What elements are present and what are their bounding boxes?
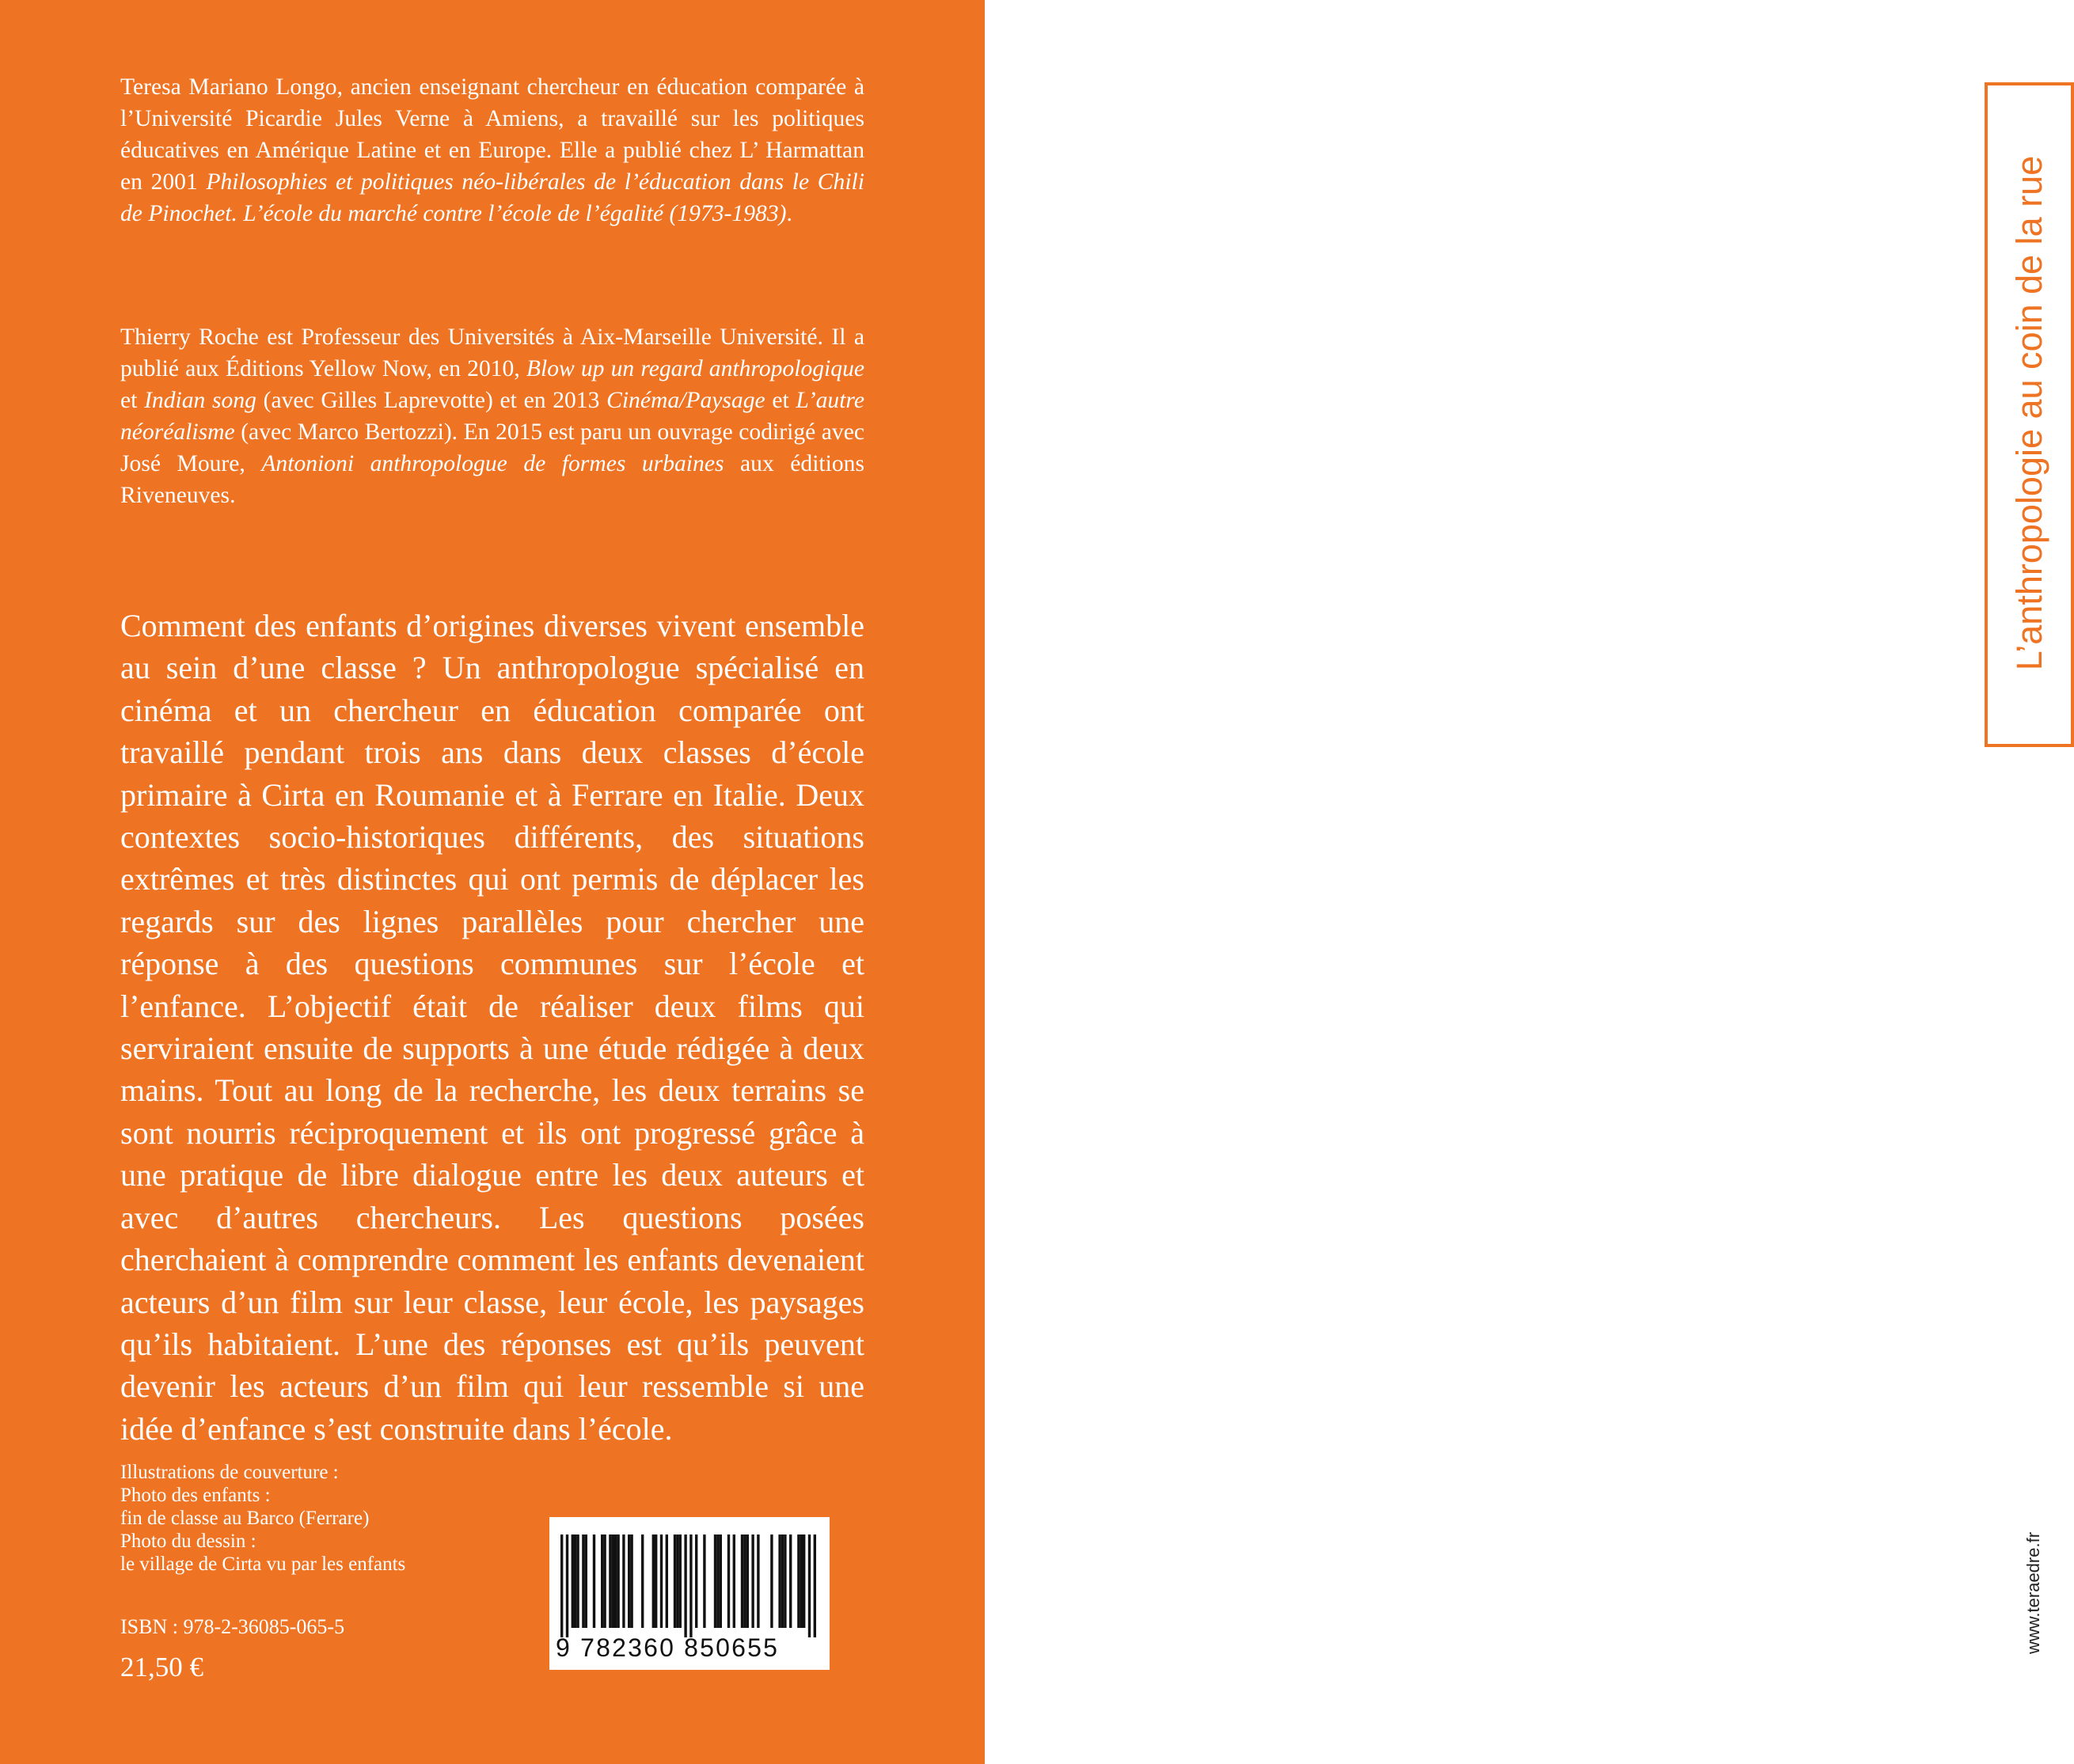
book-title-italic: L’autre néoréalisme [120,388,864,445]
barcode-bar [751,1534,754,1628]
barcode [549,1517,830,1670]
barcode-digits: 9 782360 850655 [556,1633,780,1662]
barcode-bar [622,1534,625,1628]
barcode-bar [560,1534,563,1637]
barcode-bar [797,1534,800,1628]
bio-text: et [765,388,796,413]
barcode-bar [784,1534,786,1628]
barcode-bar [808,1534,811,1637]
barcode-bar [695,1534,697,1628]
barcode-bar [593,1534,595,1628]
barcode-bar [641,1534,644,1628]
barcode-bar [676,1534,678,1628]
isbn-number: ISBN : 978-2-36085-065-5 [120,1615,345,1638]
barcode-bar [689,1534,692,1637]
barcode-bar [585,1534,587,1628]
book-title-italic: Blow up un regard anthropologique [526,356,865,381]
barcode-bar [628,1534,630,1628]
barcode-bar [781,1534,784,1628]
barcode-bar [703,1534,705,1628]
barcode-bar [770,1534,773,1628]
bio-text: Thierry Roche est Professeur des Universités à Aix-Marseille Université. Il a publié aux Éditions Yellow Now, en 2010, [120,324,864,381]
barcode-bar [574,1534,576,1628]
barcode-bar [720,1534,722,1628]
barcode-bar [757,1534,759,1628]
barcode-bar [814,1534,816,1637]
barcode-bar [778,1534,781,1628]
barcode-bar [566,1534,568,1637]
publisher-website: www.teraedre.fr [2023,1531,2043,1655]
barcode-bar [733,1534,735,1628]
barcode-bar [716,1534,719,1628]
barcode-bar [660,1534,663,1628]
barcode-bar [789,1534,792,1628]
credit-line: Illustrations de couverture : [120,1462,339,1483]
barcode-bar [603,1534,606,1628]
barcode-bar [601,1534,603,1628]
barcode-bar [674,1534,676,1628]
barcode-bar [630,1534,632,1628]
series-title: L’anthropologie au coin de la rue [2009,155,2049,671]
barcode-bar [609,1534,611,1628]
book-title-italic: Indian song [144,388,256,413]
barcode-bar [800,1534,803,1628]
book-price: 21,50 € [120,1652,203,1682]
bio-text: aux éditions Riveneuves. [120,451,864,508]
barcode-bar [572,1534,574,1628]
book-synopsis: Comment des enfants d’origines diverses vivent ensemble au sein d’une classe ? Un anthropologue spécialisé en cinéma et un chercheur en éducation comparée ont travaillé pendant trois ans dans deux classes d’école primaire à Cirta en Roumanie et à Ferrare en Italie. Deux contextes socio-historiques différents, des situations extrêmes et très distinctes qui ont permis de déplacer les regards sur des lignes parallèles pour chercher une réponse à des questions communes sur l’école et l’enfance. L’objectif était de réaliser deux films qui serviraient ensuite de supports à une étude rédigée à deux mains. Tout au long de la recherche, les deux terrains se sont nourris réciproquement et ils ont progressé grâce à une pratique de libre dialogue entre les deux auteurs et avec d’autres chercheurs. Les questions posées cherchaient à comprendre comment les enfants devenaient acteurs d’un film sur leur classe, leur école, les paysages qu’ils habitaient. L’une des réponses est qu’ils peuvent devenir les acteurs d’un film qui leur ressemble si une idée d’enfance s’est construite dans l’école. [120,608,864,1447]
bio-text: Teresa Mariano Longo, ancien enseignant chercheur en éducation comparée à l’Université Picardie Jules Verne à Amiens, a travaillé sur les politiques éducatives en Amérique Latine et en Europe. Elle a publié chez L’ Harmattan en 2001 [120,74,864,195]
bio-text: (avec Gilles Laprevotte) et en 2013 [256,388,607,413]
author-bio-longo [120,71,864,230]
credit-line: Photo du dessin : [120,1531,256,1552]
credit-line: Photo des enfants : [120,1485,271,1506]
barcode-bar [741,1534,743,1628]
barcode-bar [614,1534,617,1628]
barcode-bar [746,1534,749,1628]
barcode-bar [743,1534,746,1628]
barcode-bar [684,1534,686,1637]
book-title-italic: Philosophies et politiques néo-libérales de l’éducation dans le Chili de Pinochet. L’école du marché contre l’école de l’égalité (1973-1983) [120,169,864,226]
barcode-bar [679,1534,682,1628]
author-bio-roche [120,321,864,511]
barcode-bar [652,1534,655,1628]
barcode-bar [582,1534,584,1628]
barcode-bar [714,1534,716,1628]
credit-line: le village de Cirta vu par les enfants [120,1553,406,1575]
barcode-bar [612,1534,614,1628]
credit-line: fin de classe au Barco (Ferrare) [120,1508,370,1529]
bio-text: . [786,201,792,226]
spine-panel [985,0,2049,1764]
barcode-bar [727,1534,730,1628]
book-title-italic: Cinéma/Paysage [606,388,765,413]
book-title-italic: Antonioni anthropologue de formes urbaines [261,451,724,476]
barcode-bar [576,1534,579,1628]
barcode-bar [655,1534,657,1628]
back-cover-panel [0,0,985,1764]
cover-illustration-credits [120,1461,564,1576]
barcode-bar [666,1534,668,1628]
barcode-bar [803,1534,805,1628]
barcode-bar [617,1534,619,1628]
bio-text: et [120,388,145,413]
bio-text: (avec Marco Bertozzi). En 2015 est paru un ouvrage codirigé avec José Moure, [120,419,864,476]
